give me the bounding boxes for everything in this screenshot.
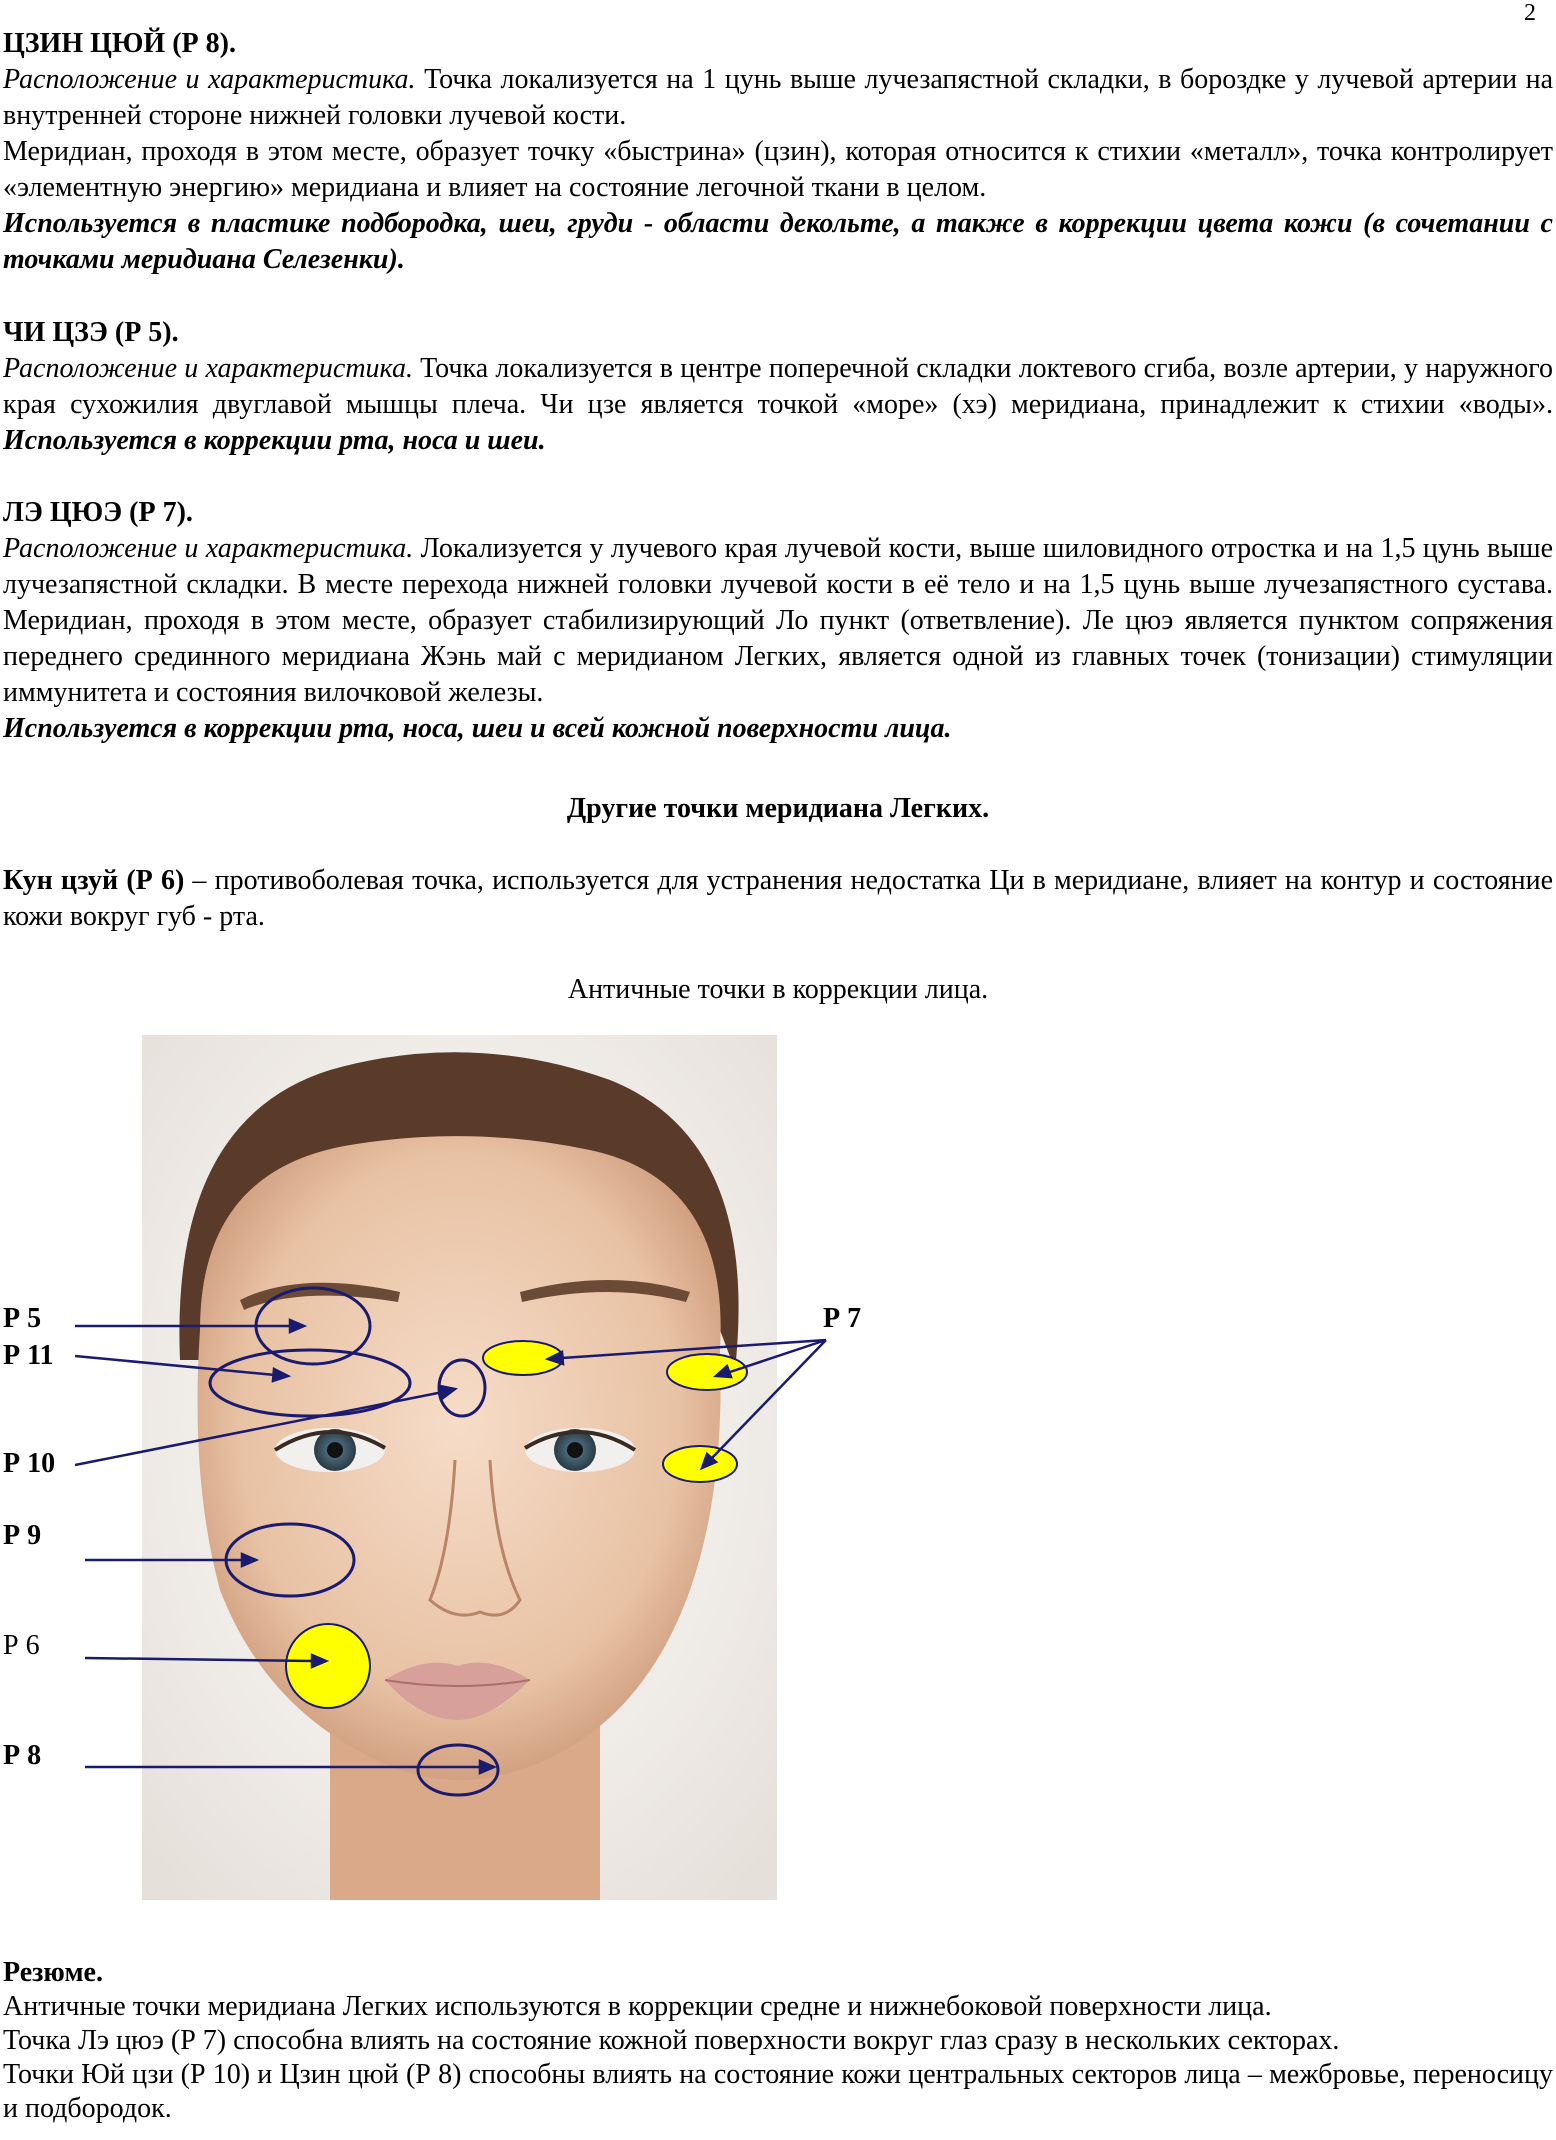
page-number: 2 bbox=[1524, 0, 1536, 26]
meridian-paragraph: Меридиан, проходя в этом месте, образует точку «быстрина» (цзин), которая относится к стихии «металл», точка контролирует «элементную энергию» меридиана и влияет на состояние легочной ткани в целом. bbox=[3, 136, 1553, 203]
summary-line-2: Точка Лэ цюэ (Р 7) способна влиять на состояние кожной поверхности вокруг глаз сразу в нескольких секторах. bbox=[3, 2025, 1340, 2056]
location-paragraph: Расположение и характеристика. Локализуется у лучевого края лучевой кости, выше шиловидного отростка и на 1,5 цунь выше лучезапястной складки. В месте перехода нижней головки лучевой кости в её тело и на 1,5 цунь выше лучезапястного сустава. Меридиан, проходя в этом месте, образует стабилизирующий Ло пункт (ответвление). Ле цюэ является пунктом сопряжения переднего срединного меридиана Жэнь май с меридианом Легких, является одной из главных точек (тонизации) стимуляции иммунитета и состояния вилочковой железы. bbox=[3, 533, 1553, 708]
section-title: ЧИ ЦЗЭ (Р 5). bbox=[3, 317, 179, 348]
section-le-tsyue bbox=[3, 495, 1553, 747]
label-p10: Р 10 bbox=[3, 1448, 56, 1479]
section-title: ЦЗИН ЦЮЙ (Р 8). bbox=[3, 28, 236, 59]
summary-line-3: Точки Юй цзи (Р 10) и Цзин цюй (Р 8) способны влиять на состояние кожи центральных секторов лица – межбровье, переносицу и подбородок. bbox=[3, 2059, 1553, 2124]
usage-paragraph: Используется в пластике подбородка, шеи, груди - области декольте, а также в коррекции цвета кожи (в сочетании с точками меридиана Селезенки). bbox=[3, 208, 1553, 275]
left-pupil bbox=[327, 1442, 343, 1458]
p7-marker-2 bbox=[667, 1354, 747, 1390]
summary-section bbox=[3, 1956, 1553, 2126]
kun-tszuy-paragraph: Кун цзуй (Р 6) – противоболевая точка, используется для устранения недостатка Ци в меридиане, влияет на контур и состояние кожи вокруг губ - рта. bbox=[3, 865, 1553, 932]
section-chi-tsze bbox=[3, 315, 1553, 459]
location-paragraph: Расположение и характеристика. Точка локализуется в центре поперечной складки локтевого сгиба, возле артерии, у наружного края сухожилия двуглавой мышцы плеча. Чи цзе является точкой «море» (хэ) меридиана, принадлежит к стихии «воды». Используется в коррекции рта, носа и шеи. bbox=[3, 353, 1553, 456]
summary-line-1: Античные точки меридиана Легких используются в коррекции средне и нижнебоковой поверхности лица. bbox=[3, 1991, 1272, 2022]
label-p7: Р 7 bbox=[823, 1303, 862, 1334]
p7-marker-3 bbox=[663, 1446, 737, 1482]
other-points-heading: Другие точки меридиана Легких. bbox=[566, 793, 990, 824]
figure-caption: Античные точки в коррекции лица. bbox=[567, 974, 989, 1005]
face-figure bbox=[0, 1030, 880, 1910]
location-paragraph: Расположение и характеристика. Точка локализуется на 1 цунь выше лучезапястной складки, в бороздке у лучевой артерии на внутренней стороне нижней головки лучевой кости. bbox=[3, 64, 1553, 131]
p6-marker bbox=[286, 1624, 370, 1708]
section-title: ЛЭ ЦЮЭ (Р 7). bbox=[3, 497, 193, 528]
usage-paragraph: Используется в коррекции рта, носа, шеи и всей кожной поверхности лица. bbox=[3, 713, 952, 744]
label-p11: Р 11 bbox=[3, 1340, 54, 1371]
section-tszin-tsyuy bbox=[3, 26, 1553, 278]
summary-title: Резюме. bbox=[3, 1957, 103, 1988]
label-p5: Р 5 bbox=[3, 1303, 42, 1334]
label-p6: Р 6 bbox=[3, 1630, 40, 1661]
label-p8: Р 8 bbox=[3, 1740, 42, 1771]
right-pupil bbox=[567, 1442, 583, 1458]
label-p9: Р 9 bbox=[3, 1520, 42, 1551]
